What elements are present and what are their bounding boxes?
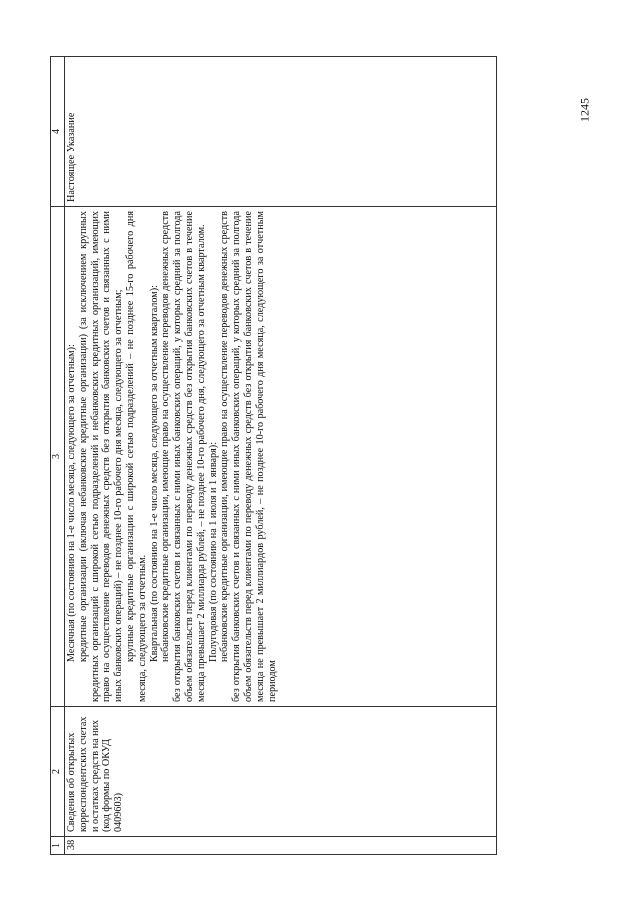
reporting-terms-cell (65, 207, 497, 707)
rotated-table-wrapper (50, 57, 497, 855)
reporting-paragraph: небанковские кредитные организации, имеющие право на осуществление переводов денежных средств без открытия банковских счетов и связанных с ними иных банковских операций, у которых средний за полгода объем обязательств перед клиентами по переводу денежных средств без открытия банковских счетов в течение месяца не превышает 2 миллиардов рублей, – не позднее 10-го рабочего дня месяца, следующего за отчетным периодом (219, 211, 278, 702)
reporting-table (50, 56, 497, 855)
table-header-row (51, 57, 65, 855)
reporting-paragraph: кредитные организации (включая небанковские кредитные организации) (за исключением крупных кредитных организаций с широкой сетью подразделений и небанковских кредитных организаций, имеющих право на осуществление переводов денежных средств без открытия банковских счетов и связанных с ними иных банковских операций) – не позднее 10-го рабочего дня месяца, следующего за отчетным; (77, 211, 125, 702)
rotated-page-area (50, 57, 497, 855)
form-name-cell: Сведения об открытых корреспондентских счетах и остатках средств на них (код формы по ОКУД 0409603) (65, 707, 497, 837)
reporting-paragraph: небанковские кредитные организации, имеющие право на осуществление переводов денежных средств без открытия банковских счетов и связанных с ними иных банковских операций, у которых средний за полгода объем обязательств перед клиентами по переводу денежных средств без открытия банковских счетов в течение месяца превышает 2 миллиарда рублей, – не позднее 10-го рабочего дня, следующего за отчетным кварталом. (160, 211, 207, 702)
column-header-1: 1 (51, 837, 65, 855)
legal-basis-cell: Настоящее Указание (65, 57, 497, 207)
table-row (65, 57, 497, 855)
reporting-paragraph: крупные кредитные организации с широкой сетью подразделений – не позднее 15-го рабочего дня месяца, следующего за отчетным. (124, 211, 148, 702)
page-number (575, 80, 595, 140)
reporting-paragraph: Полугодовая (по состоянию на 1 июля и 1 января): (207, 441, 219, 662)
row-number: 38 (65, 837, 497, 855)
column-header-3: 3 (51, 207, 65, 707)
column-header-2: 2 (51, 707, 65, 837)
page-number-text: 1245 (577, 98, 592, 122)
reporting-paragraph: Квартальная (по состоянию на 1-е число месяца, следующего за отчетным кварталом): (148, 285, 160, 662)
column-header-4: 4 (51, 57, 65, 207)
reporting-paragraph: Месячная (по состоянию на 1-е число месяца, следующего за отчетным): (66, 344, 77, 662)
